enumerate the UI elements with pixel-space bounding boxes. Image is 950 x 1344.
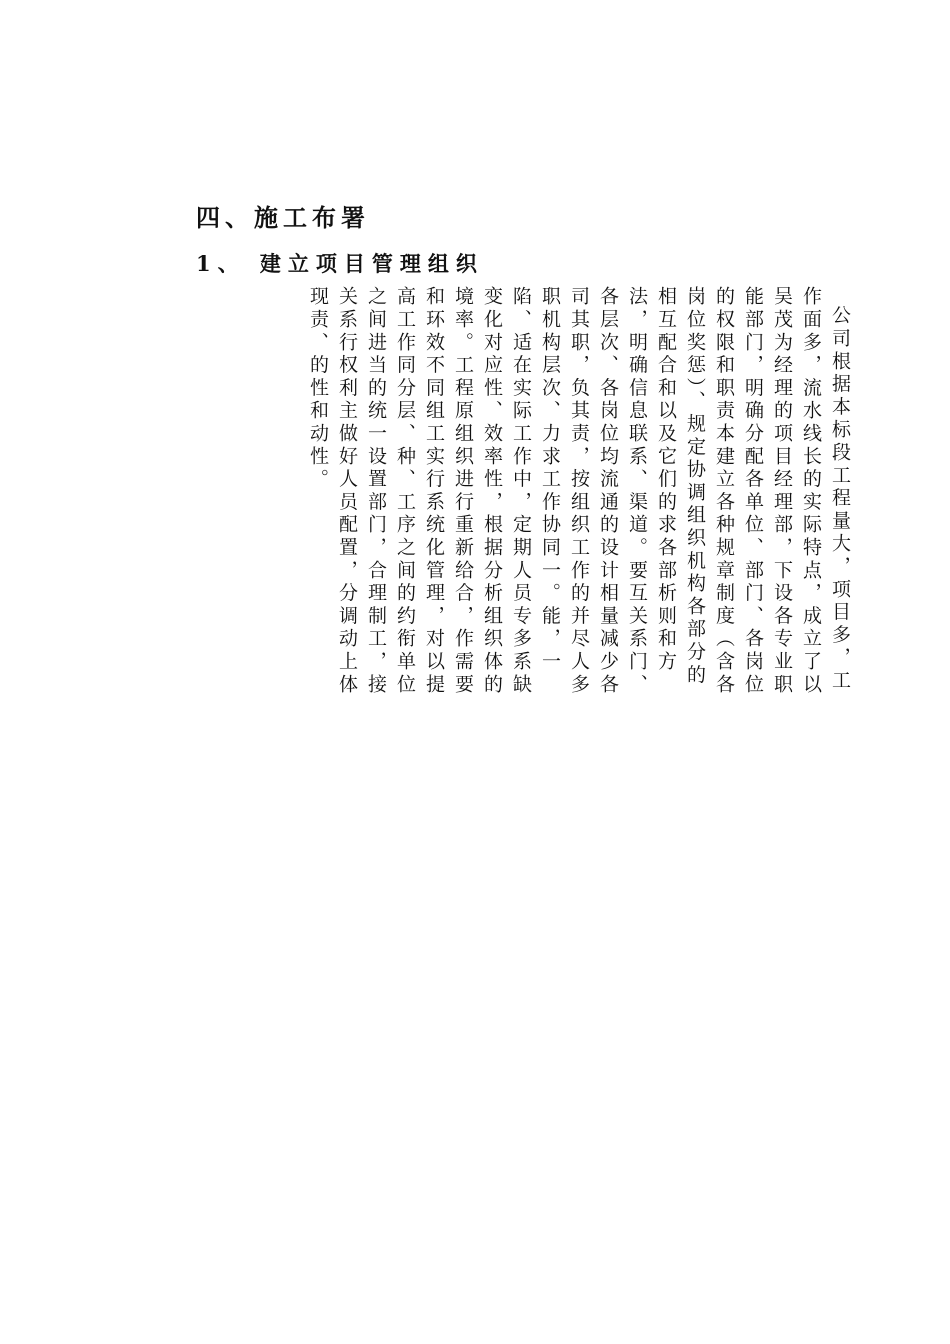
- body-paragraph: 公司根据本标段工程量大，项目多，工作面多，流水线长的实际特点，成立了以吴茂为经理的项目经理部，下设各专业职能部门，明确分配各单位、部门、各岗位的权限和职责本建立各种规章制度（含各岗位奖惩）、规定协调组织机构各部分的相互配合和以及它们的求各部析则和方法，明确信息联系、渠道。要互关系门、各层次、各岗位均流通的设计相量减少各司其职，负其责，按组织工作的并尽人多职机构层次、力求工作协同一。能，一陷、适在实际工作中，定期人员专多系缺变化对应性、效率性，根据分析组织体的境率。工程原组织进行重新给合，作需要和环效不同组工实行系统化管理，对以提高工作同分层、种、工序之间的约衔单位之间进当的统一设置部门，合理制工，接关系行权利主做好人员配置，分调动上体现责、的性和动性。: [307, 286, 851, 697]
- sub-heading: 1、 建立项目管理组织: [196, 251, 484, 276]
- section-heading: 四、施工布署: [196, 204, 370, 232]
